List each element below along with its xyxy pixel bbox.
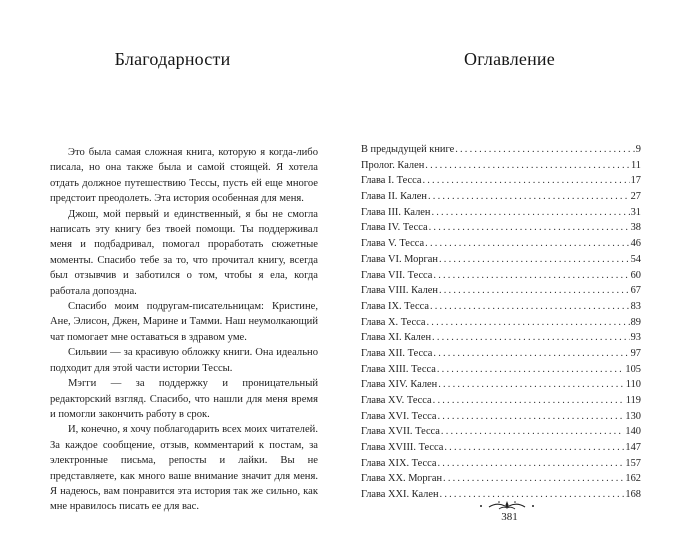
toc-label: Глава XIII. Тесса [361, 363, 436, 375]
toc-leader-dots [425, 158, 630, 174]
toc-page-number: 89 [630, 316, 641, 328]
toc-entry[interactable] [361, 236, 641, 252]
toc-page-number: 9 [635, 144, 641, 155]
toc-label: Глава XIV. Кален [361, 379, 438, 391]
toc-page-number: 93 [630, 332, 641, 344]
toc-leader-dots [437, 409, 624, 425]
toc-leader-dots [429, 220, 630, 236]
toc-page-number: 54 [630, 253, 641, 265]
acknowledgements-text [50, 145, 318, 515]
toc-page-number: 97 [630, 347, 641, 359]
toc-leader-dots [437, 362, 625, 378]
toc-page-number: 60 [630, 269, 641, 281]
toc-label: Глава VII. Тесса [361, 269, 433, 281]
toc-page-number: 67 [630, 285, 641, 297]
toc-page-number: 140 [625, 426, 641, 438]
toc-page-number: 157 [625, 457, 641, 469]
toc-label: Глава V. Тесса [361, 238, 425, 250]
toc-leader-dots [432, 330, 630, 346]
toc-leader-dots [455, 142, 635, 158]
toc-leader-dots [438, 377, 625, 393]
paragraph: Это была самая сложная книга, которую я когда-либо писала, но она также была и самой стоящей. Я хотела отдать должное путешествию Тессы, пусть ей еще многое предстоит преодолеть. Эта история особенная для меня. [50, 147, 318, 205]
toc-leader-dots [437, 456, 624, 472]
toc-leader-dots [433, 346, 629, 362]
toc-leader-dots [443, 471, 624, 487]
toc-entry[interactable] [361, 283, 641, 299]
page-number: 381 [501, 511, 518, 523]
toc-label: Глава XIX. Тесса [361, 457, 437, 469]
toc-page-number: 110 [625, 379, 641, 391]
toc-leader-dots [433, 268, 629, 284]
paragraph: Мэгги — за поддержку и проницательный редакторский взгляд. Спасибо, что нашли для меня время и помогли закончить работу в срок. [50, 378, 318, 420]
toc-label: Глава III. Кален [361, 206, 431, 218]
toc-entry[interactable] [361, 440, 641, 456]
toc-entry[interactable] [361, 142, 641, 158]
paragraph: Сильвии — за красивую обложку книги. Она идеально подходит для этой части истории Тессы. [50, 347, 318, 374]
toc-entry[interactable] [361, 158, 641, 174]
toc-leader-dots [439, 252, 630, 268]
toc-entry[interactable] [361, 315, 641, 331]
toc-page-number: 147 [625, 442, 641, 454]
right-page [337, 0, 674, 544]
toc-entry[interactable] [361, 393, 641, 409]
toc-entry[interactable] [361, 173, 641, 189]
toc-page-number: 130 [625, 410, 641, 422]
toc-label: В предыдущей книге [361, 144, 455, 155]
toc-entry[interactable] [361, 346, 641, 362]
toc-label: Пролог. Кален [361, 159, 425, 171]
toc-page-number: 168 [625, 489, 641, 501]
toc-leader-dots [426, 315, 629, 331]
toc-page-number: 38 [630, 222, 641, 234]
toc-entry[interactable] [361, 456, 641, 472]
flourish-ornament-icon [477, 498, 537, 512]
paragraph: Спасибо моим подругам-писательницам: Кристине, Ане, Элисон, Джен, Марине и Тамми. Наш неумолкающий чат помогает мне оставаться в здравом уме. [50, 301, 318, 343]
toc-entry[interactable] [361, 205, 641, 221]
toc-page-number: 11 [630, 159, 641, 171]
toc-page-number: 31 [630, 206, 641, 218]
toc-label: Глава VIII. Кален [361, 285, 438, 297]
acknowledgements-title: Благодарности [114, 49, 231, 69]
toc-leader-dots [444, 440, 624, 456]
toc-entry[interactable] [361, 252, 641, 268]
toc-label: Глава VI. Морган [361, 253, 438, 265]
toc-entry[interactable] [361, 377, 641, 393]
toc-label: Глава XVI. Тесса [361, 410, 437, 422]
toc-label: Глава XV. Тесса [361, 395, 432, 406]
toc-entry[interactable] [361, 330, 641, 346]
toc-label: Глава IV. Тесса [361, 222, 428, 234]
toc-leader-dots [433, 393, 625, 409]
toc-label: Глава IX. Тесса [361, 300, 429, 312]
toc-leader-dots [430, 299, 630, 315]
toc-label: Глава XI. Кален [361, 332, 432, 344]
toc-leader-dots [439, 283, 630, 299]
toc-label: Глава XXI. Кален [361, 489, 439, 501]
toc-leader-dots [422, 173, 629, 189]
toc-page-number: 27 [630, 191, 641, 203]
toc-page-number: 46 [630, 238, 641, 250]
toc-page-number: 17 [630, 175, 641, 187]
toc-entry[interactable] [361, 409, 641, 425]
paragraph: И, конечно, я хочу поблагодарить всех моих читателей. За каждое сообщение, отзыв, комментарий к постам, за электронные письма, репосты и лайки. Вы не представляете, как много ваше внимание значит для меня. Я надеюсь, вам понравится эта история так же сильно, как мне нравилось писать ее для вас. [50, 424, 318, 513]
table-of-contents [361, 142, 641, 503]
toc-leader-dots [425, 236, 629, 252]
toc-page-number: 105 [625, 363, 641, 375]
toc-page-number: 119 [625, 395, 641, 406]
toc-leader-dots [431, 205, 629, 221]
toc-entry[interactable] [361, 189, 641, 205]
toc-label: Глава I. Тесса [361, 175, 422, 187]
toc-entry[interactable] [361, 424, 641, 440]
contents-title: Оглавление [464, 49, 555, 69]
toc-label: Глава X. Тесса [361, 316, 426, 328]
toc-leader-dots [441, 424, 624, 440]
toc-entry[interactable] [361, 220, 641, 236]
toc-label: Глава XVIII. Тесса [361, 442, 444, 454]
toc-label: Глава XX. Морган [361, 473, 443, 485]
toc-entry[interactable] [361, 299, 641, 315]
toc-page-number: 83 [630, 300, 641, 312]
toc-leader-dots [428, 189, 630, 205]
toc-entry[interactable] [361, 268, 641, 284]
toc-entry[interactable] [361, 362, 641, 378]
toc-label: Глава XII. Тесса [361, 347, 433, 359]
paragraph: Джош, мой первый и единственный, я бы не смогла написать эту книгу без твоей помощи. Ты поддерживал меня и подбадривал, помогал проработать сюжетные моменты. Спасибо тебе за то, что прочитал книгу, всегда был отзывчив и заботился о том, чтобы я ела, когда работала допоздна. [50, 208, 318, 297]
toc-label: Глава XVII. Тесса [361, 426, 440, 438]
toc-entry[interactable] [361, 471, 641, 487]
toc-page-number: 162 [625, 473, 641, 485]
toc-label: Глава II. Кален [361, 191, 427, 203]
